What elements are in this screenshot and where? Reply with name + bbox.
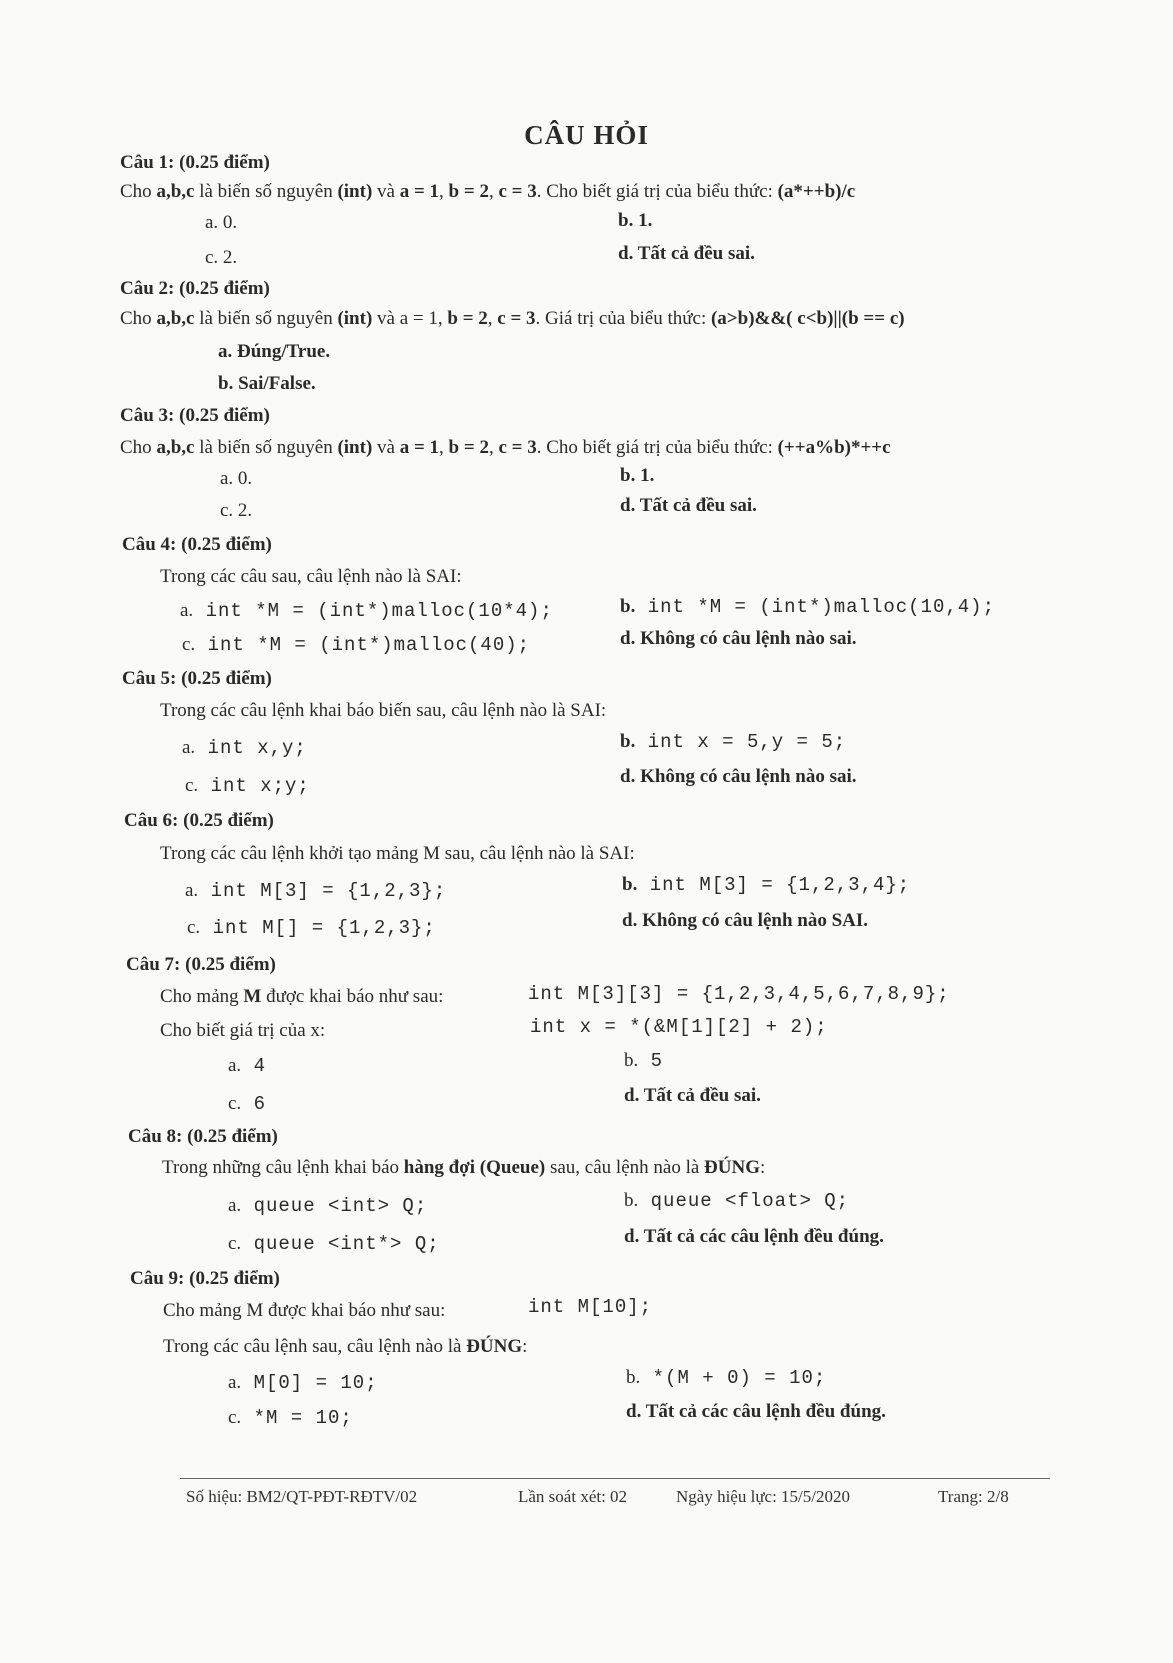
- question-6-option-a: a. int M[3] = {1,2,3};: [185, 880, 447, 902]
- question-5-option-c: c. int x;y;: [185, 775, 310, 797]
- footer-effective-date: Ngày hiệu lực: 15/5/2020: [676, 1487, 850, 1506]
- question-1-option-b: b. 1.: [618, 210, 653, 231]
- question-6-option-c: c. int M[] = {1,2,3};: [187, 917, 436, 939]
- question-7-code-expression: int x = *(&M[1][2] + 2);: [530, 1016, 828, 1038]
- question-5-heading: Câu 5: (0.25 điểm): [122, 668, 272, 689]
- question-8-stem: Trong những câu lệnh khai báo hàng đợi (Queue) sau, câu lệnh nào là ĐÚNG:: [162, 1157, 766, 1178]
- question-8-option-d: d. Tất cả các câu lệnh đều đúng.: [624, 1226, 884, 1247]
- question-1-option-c: c. 2.: [205, 247, 238, 268]
- question-4-option-c: c. int *M = (int*)malloc(40);: [182, 634, 531, 656]
- question-2-option-b: b. Sai/False.: [218, 373, 316, 394]
- question-4-heading: Câu 4: (0.25 điểm): [122, 534, 272, 555]
- question-1-stem: Cho a,b,c là biến số nguyên (int) và a = 1, b = 2, c = 3. Cho biết giá trị của biểu thức: (a*++b)/c: [120, 181, 856, 202]
- page-title: CÂU HỎI: [524, 120, 649, 150]
- question-9-option-a: a. M[0] = 10;: [228, 1372, 378, 1394]
- question-7-stem-1: Cho mảng M được khai báo như sau:: [160, 986, 444, 1007]
- footer-page-number: Trang: 2/8: [938, 1487, 1009, 1506]
- question-9-option-b: b. *(M + 0) = 10;: [626, 1367, 827, 1389]
- question-8-option-b: b. queue <float> Q;: [624, 1190, 850, 1212]
- question-5-option-d: d. Không có câu lệnh nào sai.: [620, 766, 857, 787]
- question-6-stem: Trong các câu lệnh khởi tạo mảng M sau, câu lệnh nào là SAI:: [160, 843, 635, 864]
- question-4-option-a: a. int *M = (int*)malloc(10*4);: [180, 600, 553, 622]
- question-7-option-d: d. Tất cả đều sai.: [624, 1085, 761, 1106]
- question-9-option-c: c. *M = 10;: [228, 1407, 353, 1429]
- question-7-heading: Câu 7: (0.25 điểm): [126, 954, 276, 975]
- question-5-stem: Trong các câu lệnh khai báo biến sau, câu lệnh nào là SAI:: [160, 700, 607, 721]
- question-9-stem-1: Cho mảng M được khai báo như sau:: [163, 1300, 446, 1321]
- question-4-option-b: b. int *M = (int*)malloc(10,4);: [620, 596, 995, 618]
- question-6-heading: Câu 6: (0.25 điểm): [124, 810, 274, 831]
- question-9-stem-2: Trong các câu lệnh sau, câu lệnh nào là ĐÚNG:: [163, 1336, 528, 1357]
- question-8-option-c: c. queue <int*> Q;: [228, 1233, 440, 1255]
- question-6-option-d: d. Không có câu lệnh nào SAI.: [622, 910, 869, 931]
- question-2-option-a: a. Đúng/True.: [218, 341, 331, 362]
- question-2-stem: Cho a,b,c là biến số nguyên (int) và a = 1, b = 2, c = 3. Giá trị của biểu thức: (a>b)&&( c<b)||(b == c): [120, 308, 905, 329]
- footer-divider: [180, 1478, 1050, 1479]
- footer-revision: Lần soát xét: 02: [518, 1487, 628, 1506]
- question-1-option-a: a. 0.: [205, 212, 238, 233]
- question-6-option-b: b. int M[3] = {1,2,3,4};: [622, 874, 911, 896]
- question-5-option-a: a. int x,y;: [182, 737, 307, 759]
- question-3-option-c: c. 2.: [220, 500, 253, 521]
- footer-document-code: Số hiệu: BM2/QT-PĐT-RĐTV/02: [186, 1487, 418, 1506]
- question-5-option-b: b. int x = 5,y = 5;: [620, 731, 847, 753]
- question-2-heading: Câu 2: (0.25 điểm): [120, 278, 270, 299]
- question-7-option-c: c. 6: [228, 1093, 266, 1115]
- question-9-code-declaration: int M[10];: [528, 1296, 653, 1318]
- question-9-heading: Câu 9: (0.25 điểm): [130, 1268, 280, 1289]
- question-9-option-d: d. Tất cả các câu lệnh đều đúng.: [626, 1401, 886, 1422]
- question-7-option-b: b. 5: [624, 1050, 664, 1072]
- question-4-stem: Trong các câu sau, câu lệnh nào là SAI:: [160, 566, 462, 587]
- question-7-code-declaration: int M[3][3] = {1,2,3,4,5,6,7,8,9};: [528, 983, 950, 1005]
- question-1-heading: Câu 1: (0.25 điểm): [120, 152, 270, 173]
- question-4-option-d: d. Không có câu lệnh nào sai.: [620, 628, 857, 649]
- question-3-option-b: b. 1.: [620, 465, 655, 486]
- question-3-option-d: d. Tất cả đều sai.: [620, 495, 757, 516]
- question-7-stem-2: Cho biết giá trị của x:: [160, 1020, 326, 1041]
- question-8-option-a: a. queue <int> Q;: [228, 1195, 428, 1217]
- question-3-option-a: a. 0.: [220, 468, 253, 489]
- question-7-option-a: a. 4: [228, 1055, 266, 1077]
- question-3-stem: Cho a,b,c là biến số nguyên (int) và a = 1, b = 2, c = 3. Cho biết giá trị của biểu thức: (++a%b)*++c: [120, 437, 891, 458]
- question-3-heading: Câu 3: (0.25 điểm): [120, 405, 270, 426]
- question-8-heading: Câu 8: (0.25 điểm): [128, 1126, 278, 1147]
- question-1-option-d: d. Tất cả đều sai.: [618, 243, 755, 264]
